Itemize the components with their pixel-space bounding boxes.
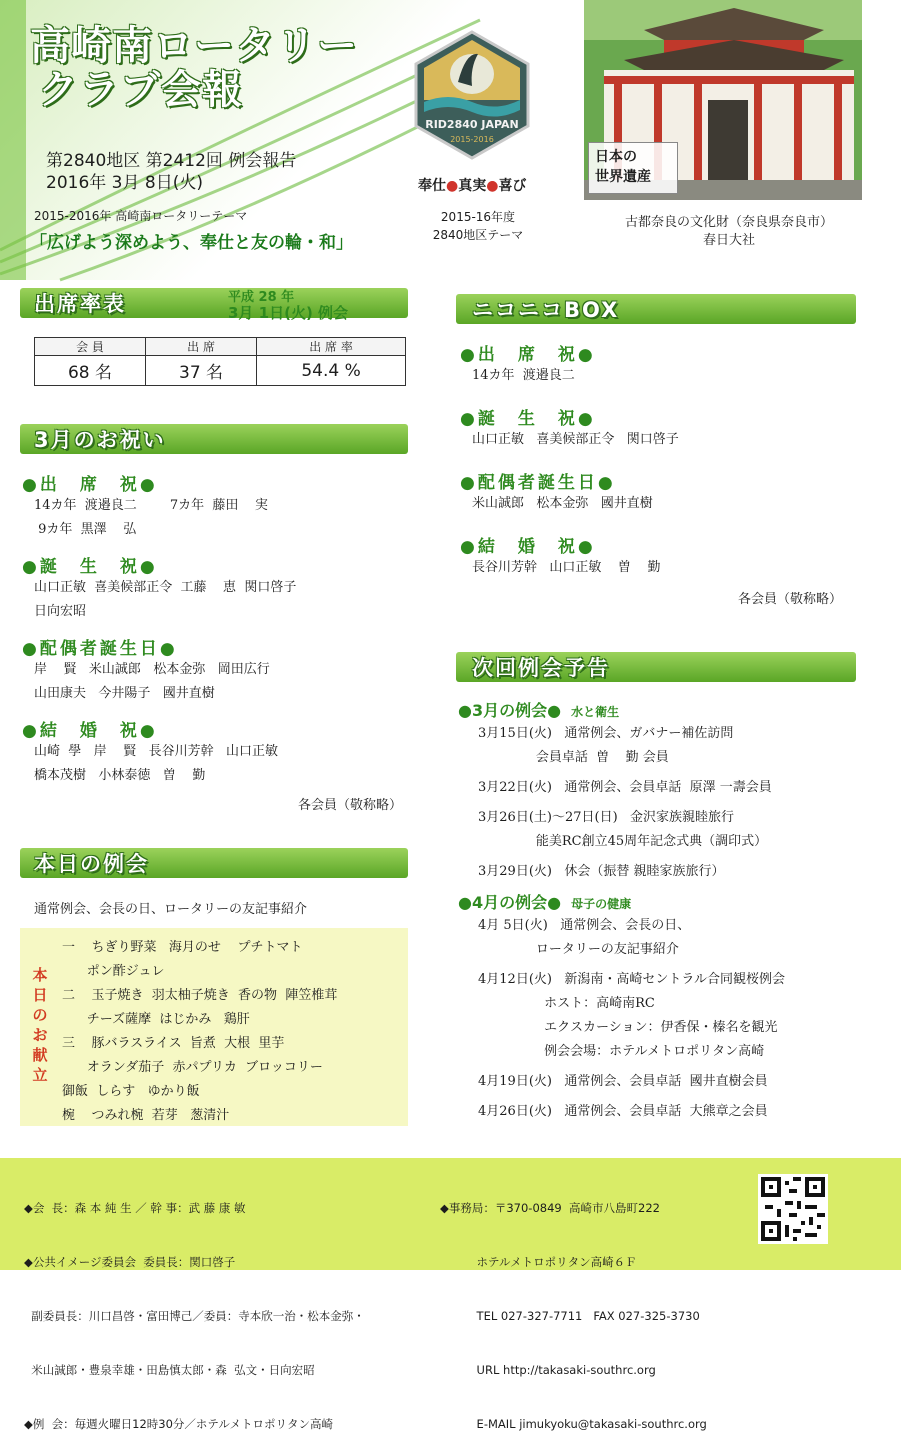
march-spouse-label: ●配偶者誕生日● xyxy=(22,639,178,659)
motto-service: 奉仕 xyxy=(418,178,446,194)
march-meeting-label xyxy=(458,698,619,721)
niko-spouse-label: ●配偶者誕生日● xyxy=(460,473,616,493)
march-meeting-list xyxy=(478,722,772,884)
district-badge xyxy=(412,30,532,160)
menu-line: 三 豚バラスライス 旨煮 大根 里芋 xyxy=(62,1036,285,1051)
april-meeting-label xyxy=(458,890,631,913)
april-meeting-label-text: ●4月の例会● xyxy=(458,893,562,912)
today-bar xyxy=(20,848,408,878)
title-line-2: クラブ会報 xyxy=(38,67,243,113)
footer-line: ホテルメトロポリタン高崎６Ｆ xyxy=(440,1255,637,1269)
march-spouse-line-1: 岸 賢 米山誠郎 松本金弥 岡田広行 xyxy=(34,662,270,677)
menu-line: 椀 つみれ椀 若芽 葱清汁 xyxy=(62,1108,230,1123)
march-celebrations-title: 3月のお祝い xyxy=(34,428,166,452)
menu-label-char: 本 xyxy=(32,966,48,984)
badge-caption-year: 2015-16年度 xyxy=(440,210,516,224)
schedule-line: 3月15日(火) 通常例会、ガバナー補佐訪問 xyxy=(478,726,734,741)
menu-line: 一 ちぎり野菜 海月のせ プチトマト xyxy=(62,940,303,955)
niko-wedding-line: 長谷川芳幹 山口正敏 曽 勤 xyxy=(472,560,661,575)
footer-line: ◆事務局：〒370-0849 高崎市八島町222 xyxy=(440,1201,660,1215)
schedule-line: 3月22日(火) 通常例会、会員卓話 原澤 一壽会員 xyxy=(478,780,772,795)
footer-line: 副委員長：川口昌啓・富田博己／委員：寺本欣一治・松本金弥・ xyxy=(24,1309,365,1323)
report-number: 第2840地区 第2412回 例会報告 xyxy=(46,151,297,171)
schedule-line: 3月29日(火) 休会（振替 親睦家族旅行） xyxy=(478,864,725,879)
badge-text: RID2840 JAPAN xyxy=(425,118,519,131)
march-meeting-label-text: ●3月の例会● xyxy=(458,701,562,720)
march-celebrations-bar xyxy=(20,424,408,454)
menu-label-char: お xyxy=(32,1026,48,1044)
menu-label-char: 献 xyxy=(32,1046,48,1064)
club-theme: 「広げよう深めよう、奉仕と友の輪・和」 xyxy=(30,233,353,253)
niko-spouse-line: 米山誠郎 松本金弥 國井直樹 xyxy=(472,496,653,511)
schedule-line: ホスト：高崎南RC xyxy=(478,996,655,1011)
motto-joy: 喜び xyxy=(498,178,527,194)
niko-box-title: ニコニコBOX xyxy=(472,298,620,322)
niko-wedding-label: ●結 婚 祝● xyxy=(460,537,596,557)
menu-list xyxy=(62,936,337,1128)
club-theme-label: 2015-2016年 高崎南ロータリーテーマ xyxy=(34,209,248,223)
today-title: 本日の例会 xyxy=(34,852,149,876)
march-birthday-line-2: 日向宏昭 xyxy=(34,604,87,619)
schedule-line: ロータリーの友記事紹介 xyxy=(478,942,679,957)
footer-line: ◆例 会：毎週火曜日12時30分／ホテルメトロポリタン高崎 xyxy=(24,1417,333,1431)
march-spouse-line-2: 山田康夫 今井陽子 國井直樹 xyxy=(34,686,215,701)
menu-line: 御飯 しらす ゆかり飯 xyxy=(62,1084,200,1099)
april-meeting-theme: 母子の健康 xyxy=(571,897,632,911)
footer-officers xyxy=(24,1163,365,1451)
district-motto: 奉仕●真実●喜び xyxy=(418,178,527,194)
niko-birthday-label: ●誕 生 祝● xyxy=(460,409,596,429)
schedule-line: 能美RC創立45周年記念式典（調印式） xyxy=(478,834,768,849)
next-meeting-title: 次回例会予告 xyxy=(472,656,610,680)
footer-line: 米山誠郎・豊泉幸雄・田島慎太郎・森 弘文・日向宏昭 xyxy=(24,1363,315,1377)
footer-email[interactable]: E-MAIL jimukyoku@takasaki-southrc.org xyxy=(440,1417,707,1431)
heritage-label-line1: 日本の xyxy=(595,149,637,165)
attendance-title: 出席率表 xyxy=(34,292,126,316)
value-members: 68 名 xyxy=(35,356,146,386)
march-wedding-label: ●結 婚 祝● xyxy=(22,721,158,741)
menu-label-char: の xyxy=(32,1006,48,1024)
title-line-1: 高崎南ロータリー xyxy=(30,23,358,69)
march-wedding-line-1: 山崎 學 岸 賢 長谷川芳幹 山口正敏 xyxy=(34,744,278,759)
march-attendance-line-2: 9カ年 黒澤 弘 xyxy=(34,522,137,537)
photo-caption-line1: 古都奈良の文化財（奈良県奈良市） xyxy=(624,215,833,230)
footer-line: TEL 027-327-7711 FAX 027-325-3730 xyxy=(440,1309,700,1323)
schedule-line: 会員卓話 曽 勤 会員 xyxy=(478,750,669,765)
photo-caption xyxy=(584,214,874,250)
schedule-line: 4月 5日(火) 通常例会、会長の日、 xyxy=(478,918,691,933)
badge-caption-theme: 2840地区テーマ xyxy=(432,228,524,242)
motto-truth: 真実 xyxy=(458,178,487,194)
badge-years: 2015-2016 xyxy=(450,135,494,144)
schedule-line: 4月12日(火) 新潟南・高崎セントラル合同観桜例会 xyxy=(478,972,785,987)
attendance-date: 3月 1日(火) 例会 xyxy=(228,304,349,322)
niko-attendance-label: ●出 席 祝● xyxy=(460,345,596,365)
menu-line: オランダ茄子 赤パプリカ ブロッコリー xyxy=(62,1060,323,1075)
niko-box-bar xyxy=(456,294,856,324)
menu-label xyxy=(30,965,50,1085)
menu-line: ポン酢ジュレ xyxy=(62,964,165,979)
march-birthday-line-1: 山口正敏 喜美候部正令 工藤 恵 関口啓子 xyxy=(34,580,297,595)
header-members: 会 員 xyxy=(35,338,146,356)
heritage-label-line2: 世界遺産 xyxy=(595,169,651,185)
badge-caption xyxy=(418,208,538,244)
schedule-line: エクスカーション：伊香保・榛名を観光 xyxy=(478,1020,778,1035)
meeting-report xyxy=(46,150,296,194)
march-honorific: 各会員（敬称略） xyxy=(298,798,403,813)
report-date: 2016年 3月 8日(火) xyxy=(46,173,203,193)
niko-honorific: 各会員（敬称略） xyxy=(738,592,843,607)
menu-line: 二 玉子焼き 羽太柚子焼き 香の物 陣笠椎茸 xyxy=(62,988,338,1003)
attendance-bar xyxy=(20,288,408,318)
april-meeting-list xyxy=(478,914,785,1124)
menu-line: チーズ薩摩 はじかみ 鶏肝 xyxy=(62,1012,250,1027)
niko-birthday-line: 山口正敏 喜美候部正令 関口啓子 xyxy=(472,432,679,447)
header-present: 出 席 xyxy=(146,338,257,356)
march-wedding-line-2: 橋本茂樹 小林泰徳 曽 勤 xyxy=(34,768,206,783)
header-rate: 出 席 率 xyxy=(257,338,406,356)
march-attendance-line-1: 14カ年 渡邉良二 7カ年 藤田 実 xyxy=(34,498,268,513)
footer-line: ◆公共イメージ委員会 委員長：関口啓子 xyxy=(24,1255,236,1269)
today-summary: 通常例会、会長の日、ロータリーの友記事紹介 xyxy=(34,902,308,917)
schedule-line: 例会会場：ホテルメトロポリタン高崎 xyxy=(478,1044,765,1059)
next-meeting-bar xyxy=(456,652,856,682)
newsletter-title xyxy=(30,24,400,112)
world-heritage-label xyxy=(588,142,678,194)
menu-label-char: 日 xyxy=(32,986,48,1004)
footer-office xyxy=(440,1163,707,1451)
niko-attendance-line: 14カ年 渡邉良二 xyxy=(472,368,575,383)
march-meeting-theme: 水と衛生 xyxy=(571,705,620,719)
march-attendance-label: ●出 席 祝● xyxy=(22,475,158,495)
march-birthday-label: ●誕 生 祝● xyxy=(22,557,158,577)
value-present: 37 名 xyxy=(146,356,257,386)
qr-code xyxy=(758,1174,828,1244)
schedule-line: 4月19日(火) 通常例会、会員卓話 國井直樹会員 xyxy=(478,1074,768,1089)
attendance-table xyxy=(34,337,406,386)
menu-label-char: 立 xyxy=(32,1066,48,1084)
footer-line: ◆会 長：森 本 純 生 ／ 幹 事：武 藤 康 敏 xyxy=(24,1201,246,1215)
schedule-line: 4月26日(火) 通常例会、会員卓話 大熊章之会員 xyxy=(478,1104,768,1119)
photo-caption-line2: 春日大社 xyxy=(702,233,755,248)
footer-url[interactable]: URL http://takasaki-southrc.org xyxy=(440,1363,656,1377)
value-rate: 54.4 % xyxy=(257,356,406,386)
attendance-date-year: 平成 28 年 xyxy=(228,290,295,305)
schedule-line: 3月26日(土)～27日(日) 金沢家族親睦旅行 xyxy=(478,810,735,825)
